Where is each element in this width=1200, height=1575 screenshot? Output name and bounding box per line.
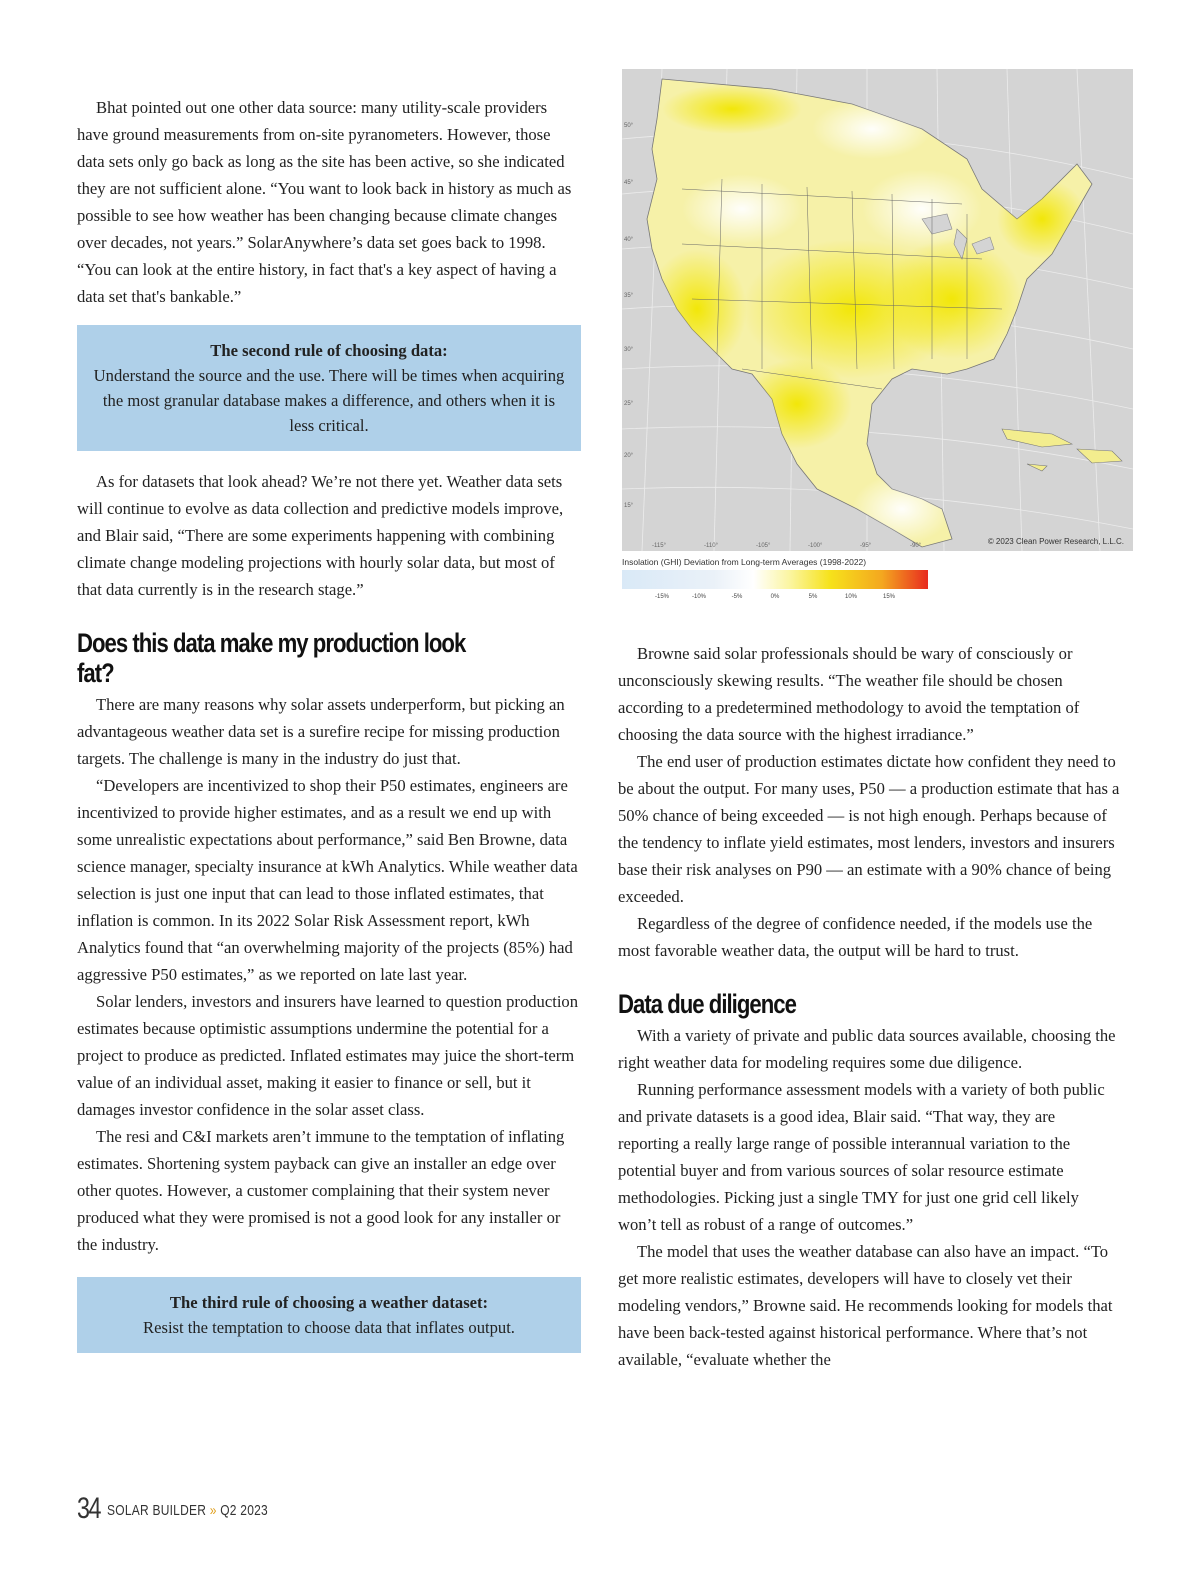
lat-label: 30°	[624, 347, 634, 353]
paragraph: Bhat pointed out one other data source: many utility-scale providers have ground measurements from on-site pyranometers. However, those data sets only go back as long as the site has been active, so she indicated they are not sufficient alone. “You want to look back in history as much as possible to see how weather has been changing because climate changes over decades, not years.” SolarAnywhere’s data set goes back to 1998. “You can look at the entire history, in fact that's a key aspect of having a data set that's bankable.”	[77, 98, 572, 306]
legend-tick: -10%	[691, 594, 707, 600]
legend-title: Insolation (GHI) Deviation from Long-term Averages (1998-2022)	[622, 557, 867, 567]
paragraph: With a variety of private and public data sources available, choosing the right weather data for modeling requires some due diligence.	[618, 1026, 1116, 1072]
lat-label: 35°	[624, 293, 634, 299]
paragraph: Regardless of the degree of confidence needed, if the models use the most favorable weather data, the output will be hard to trust.	[618, 914, 1093, 960]
lon-label: -95°	[860, 543, 872, 549]
lon-label: -115°	[652, 543, 666, 549]
section-heading: Data due diligence	[618, 989, 796, 1019]
paragraph: Solar lenders, investors and insurers have learned to question production estimates because optimistic assumptions undermine the potential for a project to produce as predicted. Inflated estimates may juice the short-term value of an individual asset, making it easier to finance or sell, but it damages investor confidence in the solar asset class.	[77, 992, 579, 1119]
paragraph: Running performance assessment models with a variety of both public and private datasets is a good idea, Blair said. “That way, they are reporting a really large range of possible interannual variation to the potential buyer and from various sources of solar resource estimate methodologies. Picking just a single TMY for just one grid cell likely won’t tell as robust of a range of outcomes.”	[618, 1080, 1105, 1234]
lat-label: 15°	[624, 503, 634, 509]
legend-tick: -5%	[731, 594, 743, 600]
callout-body: Resist the temptation to choose data that inflates output.	[143, 1318, 515, 1337]
callout-body: Understand the source and the use. There will be times when acquiring the most granular database makes a difference, and others when it is less critical.	[93, 366, 565, 435]
lon-label: -100°	[808, 543, 823, 549]
map-credit: © 2023 Clean Power Research, L.L.C.	[987, 537, 1124, 546]
issue: Q2 2023	[220, 1502, 268, 1519]
legend-ticks	[622, 594, 928, 604]
paragraph: Browne said solar professionals should be wary of consciously or unconsciously skewing results. “The weather file should be chosen according to a predetermined methodology to avoid the temptation of choosing the data source with the highest irradiance.”	[618, 644, 1080, 744]
separator: »	[209, 1502, 217, 1519]
right-column	[618, 640, 1120, 1373]
lat-label: 45°	[624, 180, 634, 186]
legend-tick: 15%	[882, 594, 896, 600]
legend-color-bar	[622, 570, 928, 589]
legend-tick: 0%	[770, 594, 780, 600]
lat-label: 40°	[624, 237, 634, 243]
legend-tick: 10%	[844, 594, 858, 600]
paragraph: The resi and C&I markets aren’t immune to the temptation of inflating estimates. Shortening system payback can give an installer an edge over other quotes. However, a customer complaining that their system never produced what they were promised is not a good look for any installer or the industry.	[77, 1127, 565, 1254]
publication-line	[107, 1502, 268, 1519]
paragraph: The model that uses the weather database can also have an impact. “To get more realistic estimates, developers will have to closely vet their modeling vendors,” Browne said. He recommends looking for models that have been back-tested against historical performance. Where that’s not available, “evaluate whether the	[618, 1242, 1113, 1369]
insolation-map	[622, 69, 1133, 551]
lon-label: -90°	[910, 543, 922, 549]
lat-label: 50°	[624, 123, 634, 129]
callout-title: The second rule of choosing data:	[210, 341, 448, 360]
left-column	[77, 94, 581, 1370]
lat-label: 20°	[624, 453, 634, 459]
rule-callout-third	[77, 1277, 581, 1353]
page-footer	[77, 1492, 268, 1526]
caribbean-islands	[1002, 429, 1122, 471]
page-number: 34	[77, 1492, 100, 1525]
legend-tick: -15%	[654, 594, 670, 600]
lon-label: -105°	[756, 543, 771, 549]
paragraph: As for datasets that look ahead? We’re not there yet. Weather data sets will continue to evolve as data collection and predictive models improve, and Blair said, “There are some experiments happening with combining climate change modeling projections with hourly solar data, but most of that data currently is in the research stage.”	[77, 472, 564, 599]
callout-title: The third rule of choosing a weather dataset:	[169, 1293, 489, 1312]
legend-tick: 5%	[808, 594, 818, 600]
paragraph: The end user of production estimates dictate how confident they need to be about the output. For many uses, P50 — a production estimate that has a 50% chance of being exceeded — is not high enough. Perhaps because of the tendency to inflate yield estimates, most lenders, investors and insurers base their risk analyses on P90 — an estimate with a 90% chance of being exceeded.	[618, 752, 1120, 906]
section-heading: Does this data make my production look fat?	[77, 628, 466, 688]
paragraph: There are many reasons why solar assets underperform, but picking an advantageous weather data set is a surefire recipe for missing production targets. The challenge is many in the industry do just that.	[77, 695, 565, 768]
lat-label: 25°	[624, 401, 634, 407]
publication-name: SOLAR BUILDER	[107, 1502, 207, 1519]
rule-callout-second	[77, 325, 581, 451]
lon-label: -110°	[704, 543, 718, 549]
paragraph: “Developers are incentivized to shop their P50 estimates, engineers are incentivized to provide higher estimates, and as a result we end up with some unrealistic expectations about performance,” said Ben Browne, data science manager, specialty insurance at kWh Analytics. While weather data selection is just one input that can lead to those inflated estimates, that inflation is common. In its 2022 Solar Risk Assessment report, kWh Analytics found that “an overwhelming majority of the projects (85%) had aggressive P50 estimates,” as we reported on late last year.	[77, 776, 578, 984]
north-america-map-graphic	[622, 69, 1133, 551]
